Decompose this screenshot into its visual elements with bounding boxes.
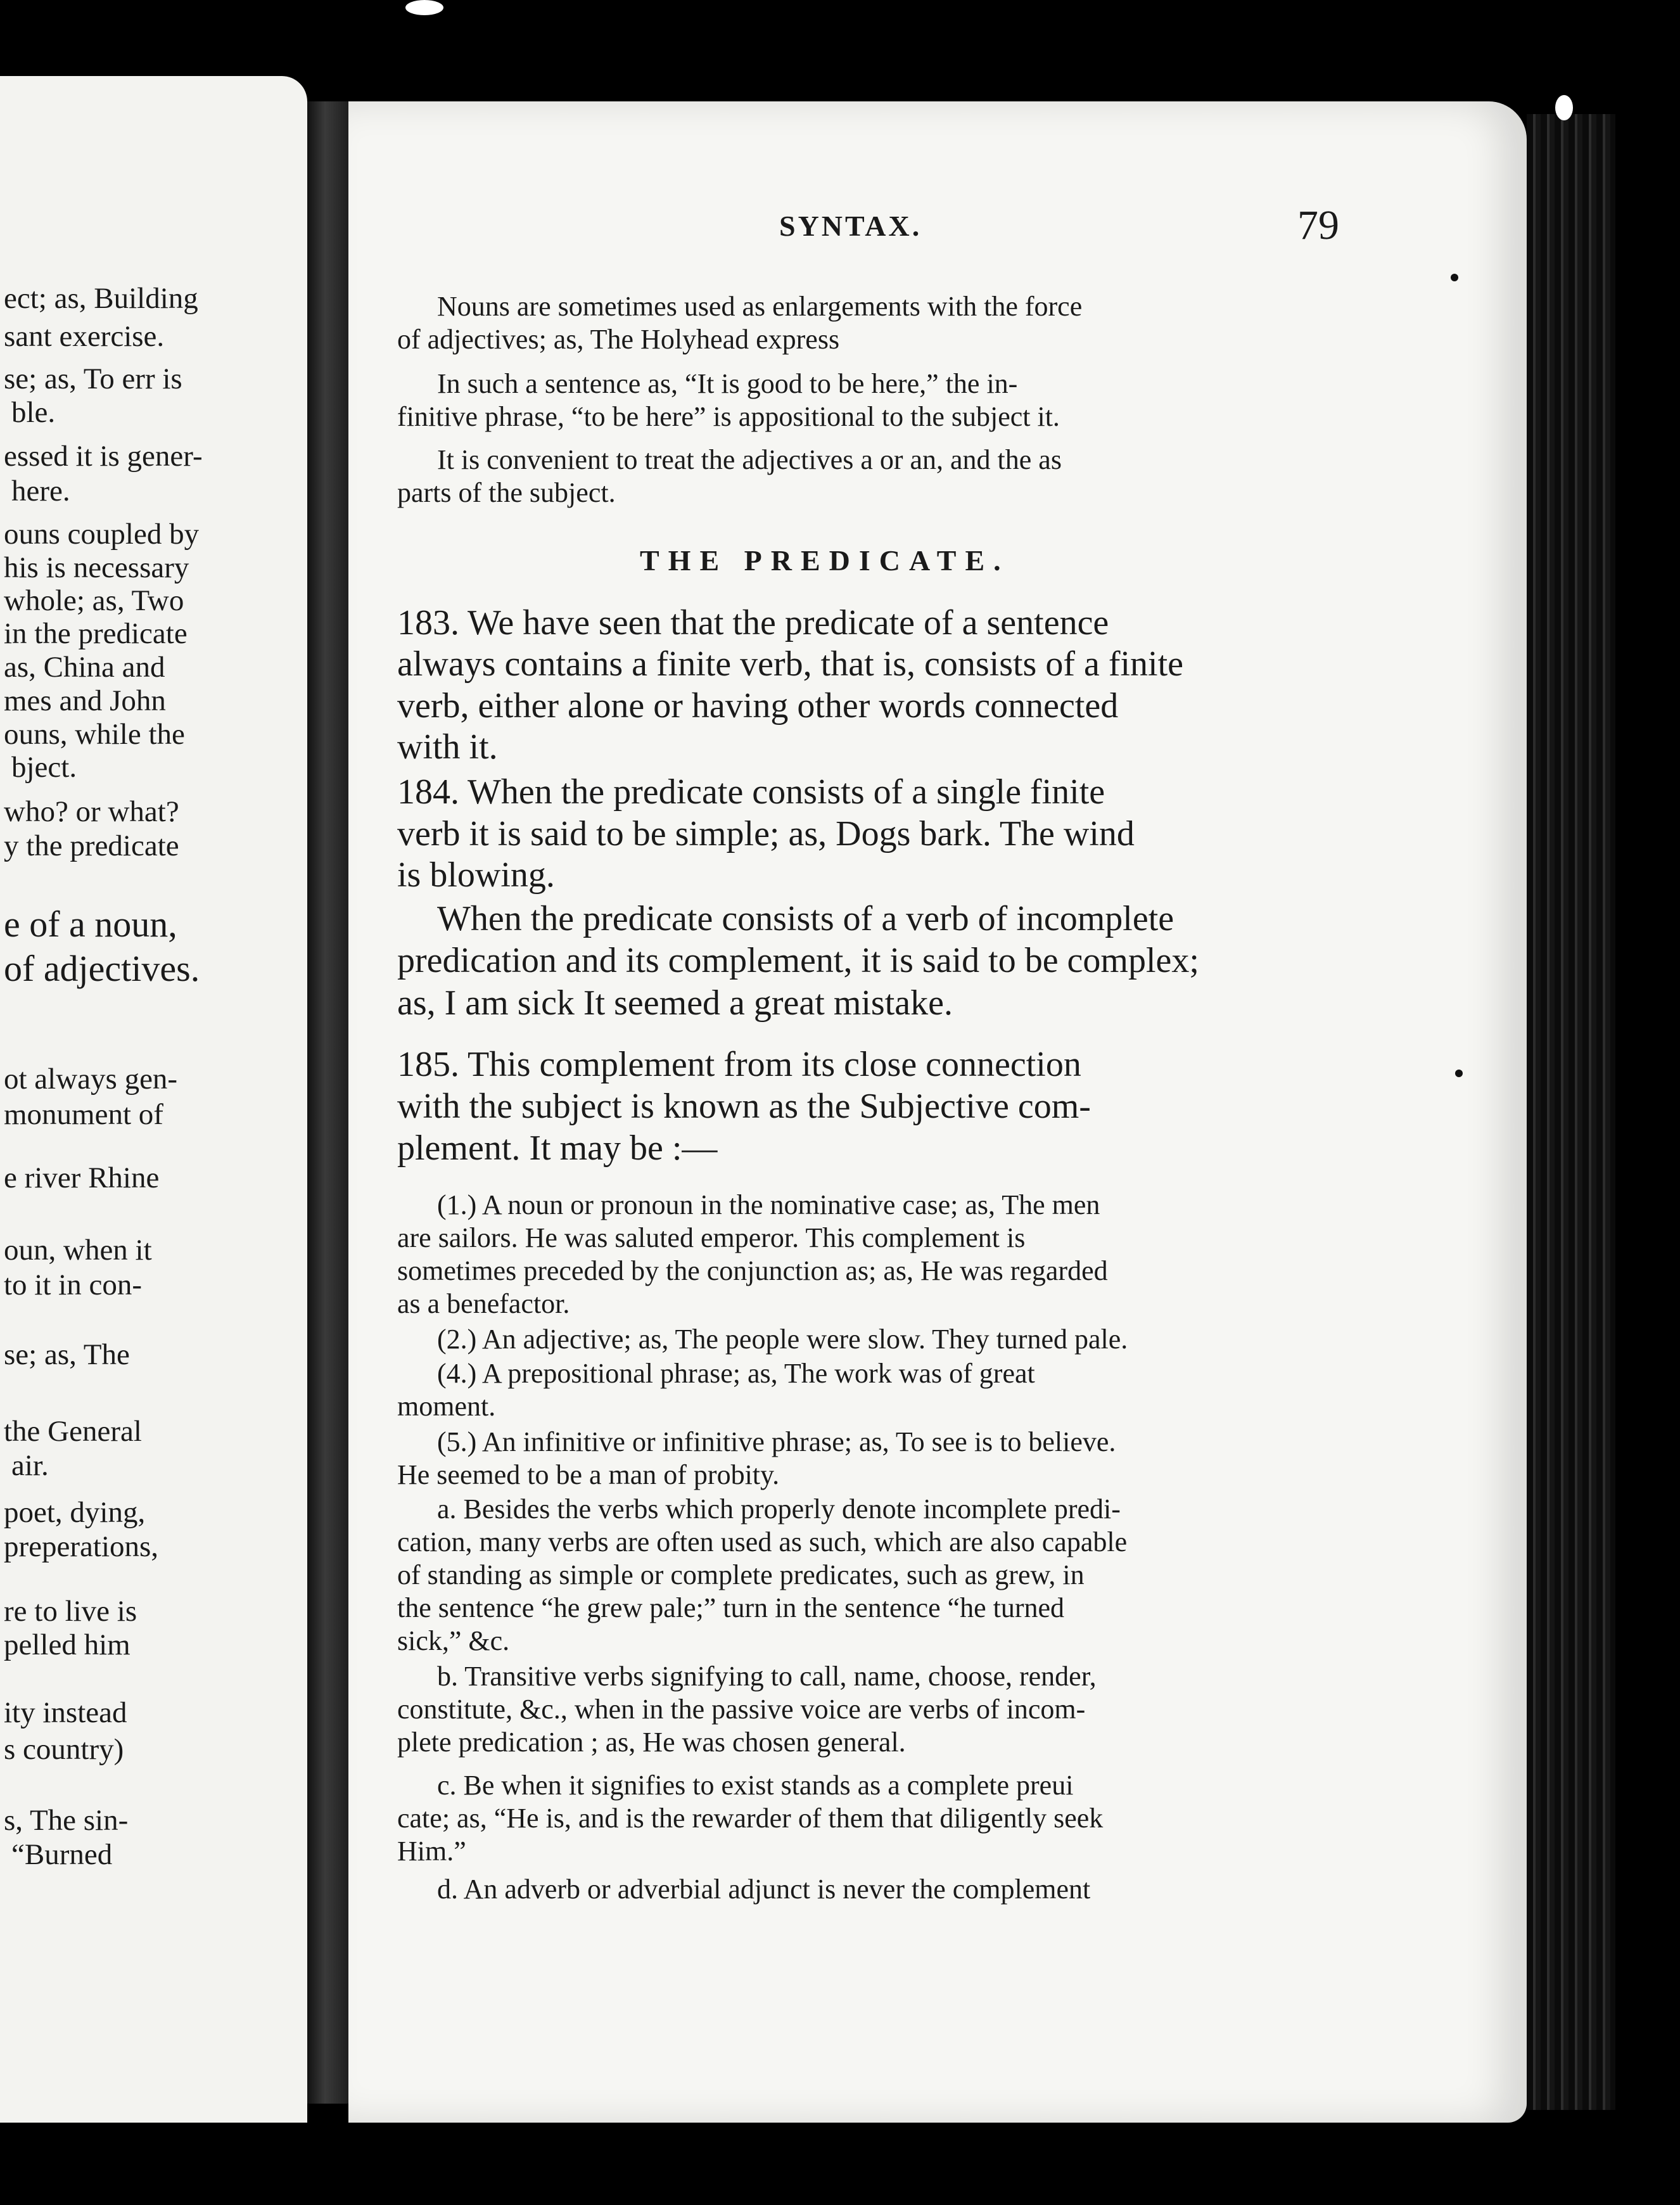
left-page-line: in the predicate <box>4 617 188 650</box>
page-edges <box>1527 114 1615 2110</box>
note-line: d. An adverb or adverbial adjunct is never the complement <box>437 1874 1091 1905</box>
left-page-line: “Burned <box>11 1838 113 1871</box>
note-line: Him.” <box>397 1836 466 1867</box>
left-page-line: ouns coupled by <box>4 518 200 551</box>
paragraph-line: predication and its complement, it is said to be complex; <box>397 941 1199 980</box>
left-page-line: ouns, while the <box>4 718 185 751</box>
note-line: of standing as simple or complete predicates, such as grew, in <box>397 1559 1085 1590</box>
left-page-line: s, The sin- <box>4 1804 129 1837</box>
left-page-line: ity instead <box>4 1696 127 1729</box>
list-item-line: (5.) An infinitive or infinitive phrase; as, To see is to believe. <box>437 1426 1116 1457</box>
left-page-line: se; as, The <box>4 1338 130 1371</box>
note-line: finitive phrase, “to be here” is appositional to the subject it. <box>397 401 1060 432</box>
paragraph-line: as, I am sick It seemed a great mistake. <box>397 983 953 1023</box>
paragraph-line: always contains a finite verb, that is, consists of a finite <box>397 644 1184 684</box>
left-page-line: mes and John <box>4 684 166 717</box>
left-page <box>0 76 307 2123</box>
note-line: cate; as, “He is, and is the rewarder of them that diligently seek <box>397 1803 1104 1834</box>
note-line: b. Transitive verbs signifying to call, name, choose, render, <box>437 1661 1097 1692</box>
left-page-line: preperations, <box>4 1530 159 1563</box>
left-page-line: to it in con- <box>4 1269 142 1301</box>
left-page-line: who? or what? <box>4 795 179 828</box>
list-item-line: (2.) An adjective; as, The people were slow. They turned pale. <box>437 1324 1128 1355</box>
left-page-line: air. <box>11 1449 49 1482</box>
note-line: Nouns are sometimes used as enlargements with the force <box>437 291 1083 322</box>
left-page-line: the General <box>4 1415 142 1448</box>
left-page-line: e river Rhine <box>4 1161 160 1194</box>
left-page-line: essed it is gener- <box>4 440 203 473</box>
list-item-line: as a benefactor. <box>397 1288 570 1319</box>
list-item-line: (4.) A prepositional phrase; as, The work was of great <box>437 1358 1035 1389</box>
left-page-line: his is necessary <box>4 551 189 584</box>
left-page-line: as, China and <box>4 651 165 684</box>
note-line: c. Be when it signifies to exist stands as a complete preui <box>437 1770 1074 1801</box>
note-line: of adjectives; as, The Holyhead express <box>397 324 840 355</box>
book-spine <box>307 101 352 2104</box>
note-line: cation, many verbs are often used as such, which are also capable <box>397 1526 1128 1557</box>
note-line: a. Besides the verbs which properly denote incomplete predi- <box>437 1493 1121 1524</box>
left-page-line: whole; as, Two <box>4 584 184 617</box>
list-item-line: sometimes preceded by the conjunction as; as, He was regarded <box>397 1255 1108 1286</box>
list-item-line: moment. <box>397 1391 496 1422</box>
paragraph-line: is blowing. <box>397 855 555 895</box>
paragraph-line: When the predicate consists of a verb of incomplete <box>437 899 1174 938</box>
speck <box>1451 274 1458 281</box>
note-line: sick,” &c. <box>397 1625 510 1656</box>
paragraph-line: 184. When the predicate consists of a single finite <box>397 772 1105 812</box>
left-page-line: ble. <box>11 396 56 429</box>
page-number: 79 <box>1297 202 1339 248</box>
note-line: In such a sentence as, “It is good to be here,” the in- <box>437 368 1018 399</box>
running-head: SYNTAX. <box>779 210 922 242</box>
paragraph-line: plement. It may be :— <box>397 1128 718 1168</box>
paragraph-line: 185. This complement from its close connection <box>397 1045 1081 1084</box>
note-line: constitute, &c., when in the passive voice are verbs of incom- <box>397 1694 1086 1725</box>
note-line: plete predication ; as, He was chosen general. <box>397 1727 906 1758</box>
left-page-line: re to live is <box>4 1595 137 1628</box>
left-page-line: here. <box>11 475 70 508</box>
left-page-line: y the predicate <box>4 829 179 862</box>
paragraph-line: 183. We have seen that the predicate of a sentence <box>397 603 1109 642</box>
left-page-line: se; as, To err is <box>4 362 182 395</box>
paragraph-line: with it. <box>397 727 498 767</box>
left-page-line: ect; as, Building <box>4 282 198 315</box>
note-line: the sentence “he grew pale;” turn in the sentence “he turned <box>397 1592 1065 1623</box>
section-title: THE PREDICATE. <box>640 544 1010 577</box>
paragraph-line: verb it is said to be simple; as, Dogs bark. The wind <box>397 814 1135 853</box>
left-page-line: poet, dying, <box>4 1496 146 1529</box>
list-item-line: (1.) A noun or pronoun in the nominative case; as, The men <box>437 1189 1100 1220</box>
note-line: It is convenient to treat the adjectives a or an, and the as <box>437 444 1062 475</box>
paragraph-line: verb, either alone or having other words connected <box>397 686 1119 725</box>
left-page-line: s country) <box>4 1733 124 1766</box>
speck <box>405 0 443 15</box>
left-page-line: monument of <box>4 1098 163 1131</box>
left-page-line: oun, when it <box>4 1234 152 1267</box>
list-item-line: are sailors. He was saluted emperor. This complement is <box>397 1222 1026 1253</box>
note-line: parts of the subject. <box>397 477 616 508</box>
left-page-line: pelled him <box>4 1628 130 1661</box>
speck <box>1555 95 1573 120</box>
speck <box>1455 1070 1463 1077</box>
left-page-line: sant exercise. <box>4 320 165 353</box>
left-page-line: of adjectives. <box>4 948 200 989</box>
paragraph-line: with the subject is known as the Subjective com- <box>397 1087 1091 1126</box>
left-page-line: e of a noun, <box>4 904 177 945</box>
list-item-line: He seemed to be a man of probity. <box>397 1459 780 1490</box>
left-page-line: ot always gen- <box>4 1063 178 1096</box>
left-page-line: bject. <box>11 751 77 784</box>
